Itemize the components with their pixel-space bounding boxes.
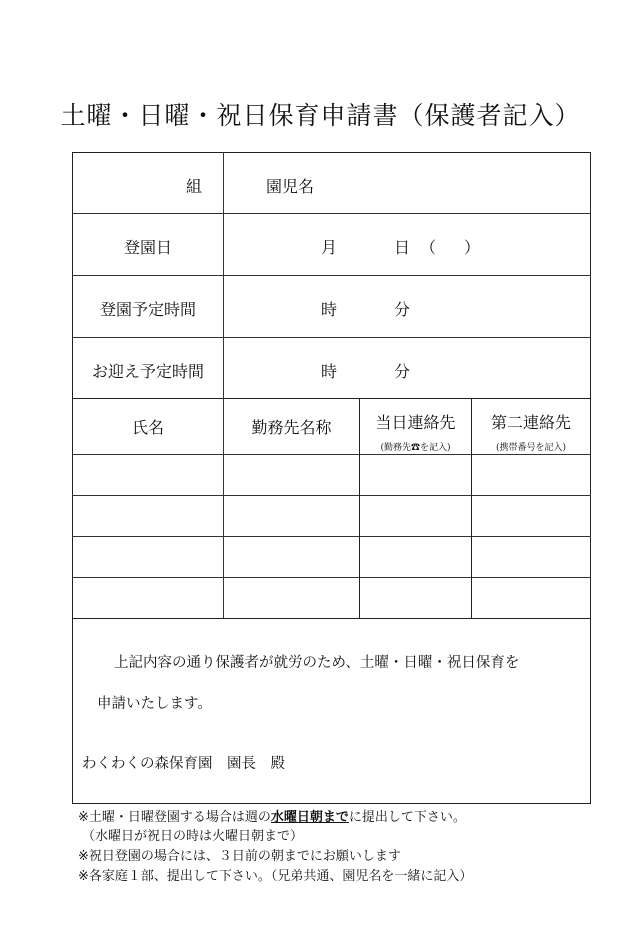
contact-second-cell[interactable]: [472, 579, 590, 617]
col-note-mobile-number: (携帯番号を記入): [495, 443, 567, 453]
contact-second-cell[interactable]: [472, 538, 590, 576]
addressee: わくわくの森保育園 園長 殿: [82, 756, 285, 772]
contact-second-cell[interactable]: [472, 497, 590, 535]
note-one-per-household: ※各家庭１部、提出して下さい。（兄弟共通、園児名を一緒に記入）: [78, 869, 473, 884]
row-divider: [72, 536, 591, 537]
note-deadline-emphasis: 水曜日朝まで: [270, 810, 349, 825]
note-deadline-pre: ※土曜・日曜登園する場合は週の: [78, 810, 271, 825]
contact-same-day-cell[interactable]: [360, 579, 471, 617]
col-note-workplace-phone: (勤務先☎を記入): [380, 443, 451, 453]
contact-name-cell[interactable]: [73, 456, 223, 494]
contact-workplace-cell[interactable]: [224, 579, 359, 617]
note-holiday-exception: （水曜日が祝日の時は火曜日朝まで）: [82, 829, 304, 844]
contact-same-day-cell[interactable]: [360, 538, 471, 576]
row-divider: [72, 454, 591, 455]
child-name-field[interactable]: [330, 160, 585, 208]
hour-label: 時: [321, 300, 338, 319]
row-divider: [72, 495, 591, 496]
contact-name-cell[interactable]: [73, 497, 223, 535]
attendance-date-label: 登園日: [123, 238, 172, 257]
contact-same-day-cell[interactable]: [360, 497, 471, 535]
arrival-time-label: 登園予定時間: [99, 300, 196, 319]
contact-name-cell[interactable]: [73, 579, 223, 617]
col-header-name: 氏名: [131, 418, 164, 437]
row-divider: [72, 577, 591, 578]
col-header-same-day-contact: 当日連絡先: [375, 413, 456, 432]
declaration-line-1: 上記内容の通り保護者が就労のため、土曜・日曜・祝日保育を: [114, 655, 520, 671]
note-holiday-attendance: ※祝日登園の場合には、３日前の朝までにお願いします: [78, 849, 401, 864]
row-divider: [72, 398, 591, 399]
hour-label: 時: [321, 362, 338, 381]
weekday-field[interactable]: （ ）: [420, 238, 487, 257]
contact-second-cell[interactable]: [472, 456, 590, 494]
child-name-label: 園児名: [266, 177, 315, 196]
month-label: 月: [321, 238, 338, 257]
page-title: 土曜・日曜・祝日保育申請書（保護者記入）: [60, 101, 581, 130]
row-divider: [72, 213, 591, 214]
row-divider: [72, 618, 591, 619]
col-header-second-contact: 第二連絡先: [490, 413, 571, 432]
day-label: 日: [394, 238, 411, 257]
note-deadline-post: に提出して下さい。: [348, 810, 466, 825]
contact-workplace-cell[interactable]: [224, 538, 359, 576]
contact-same-day-cell[interactable]: [360, 456, 471, 494]
col-header-workplace: 勤務先名称: [251, 418, 332, 437]
note-deadline: [78, 806, 466, 825]
contact-workplace-cell[interactable]: [224, 456, 359, 494]
row-divider: [72, 275, 591, 276]
contact-workplace-cell[interactable]: [224, 497, 359, 535]
minute-label: 分: [394, 300, 411, 319]
contact-name-cell[interactable]: [73, 538, 223, 576]
class-label: 組: [186, 177, 203, 196]
row-divider: [72, 337, 591, 338]
declaration-line-2: 申請いたします。: [97, 696, 212, 712]
minute-label: 分: [394, 362, 411, 381]
pickup-time-label: お迎え予定時間: [91, 362, 204, 381]
